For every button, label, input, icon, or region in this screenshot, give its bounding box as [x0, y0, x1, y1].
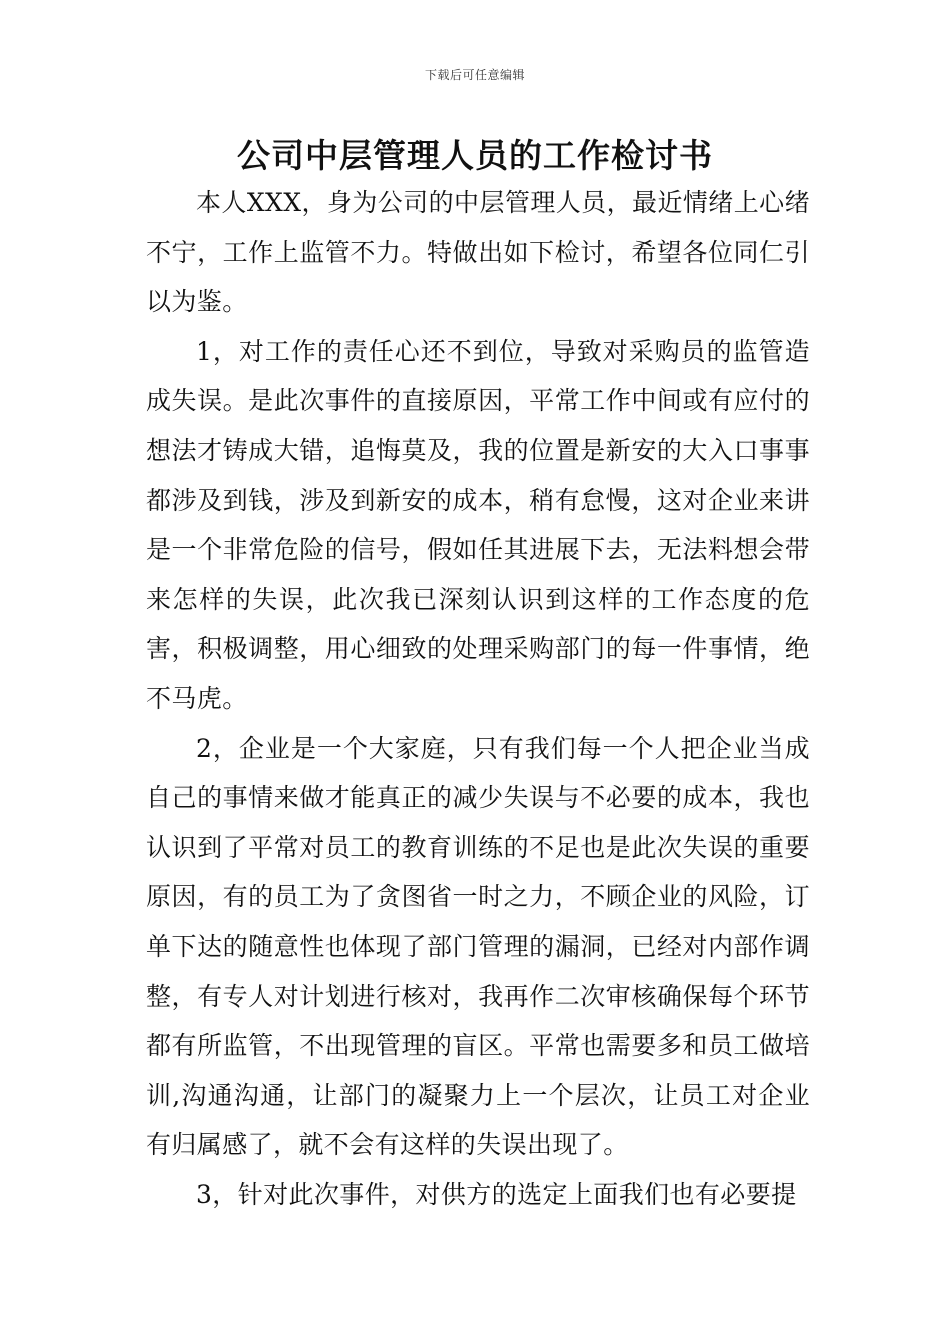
paragraph-point-1: 1，对工作的责任心还不到位，导致对采购员的监管造成失误。是此次事件的直接原因，平常工作中间或有应付的想法才铸成大错，追悔莫及，我的位置是新安的大入口事事都涉及到钱，涉及到新安的成本，稍有怠慢，这对企业来讲是一个非常危险的信号，假如任其进展下去，无法料想会带来怎样的失误，此次我已深刻认识到这样的工作态度的危害，积极调整，用心细致的处理采购部门的每一件事情，绝不马虎。 — [146, 336, 810, 713]
header-note: 下载后可任意编辑 — [424, 68, 525, 82]
paragraph-point-3: 3，针对此次事件，对供方的选定上面我们也有必要提 — [196, 1179, 797, 1209]
paragraph-intro: 本人XXX，身为公司的中层管理人员，最近情绪上心绪不宁，工作上监管不力。特做出如下检讨，希望各位同仁引以为鉴。 — [146, 188, 810, 317]
document-title: 公司中层管理人员的工作检讨书 — [237, 136, 713, 175]
document-body — [146, 178, 810, 1219]
paragraph-point-2: 2，企业是一个大家庭，只有我们每一个人把企业当成自己的事情来做才能真正的减少失误与不必要的成本，我也认识到了平常对员工的教育训练的不足也是此次失误的重要原因，有的员工为了贪图省一时之力，不顾企业的风险，订单下达的随意性也体现了部门管理的漏洞，已经对内部作调整，有专人对计划进行核对，我再作二次审核确保每个环节都有所监管，不出现管理的盲区。平常也需要多和员工做培训,沟通沟通，让部门的凝聚力上一个层次，让员工对企业有归属感了，就不会有这样的失误出现了。 — [146, 733, 810, 1160]
